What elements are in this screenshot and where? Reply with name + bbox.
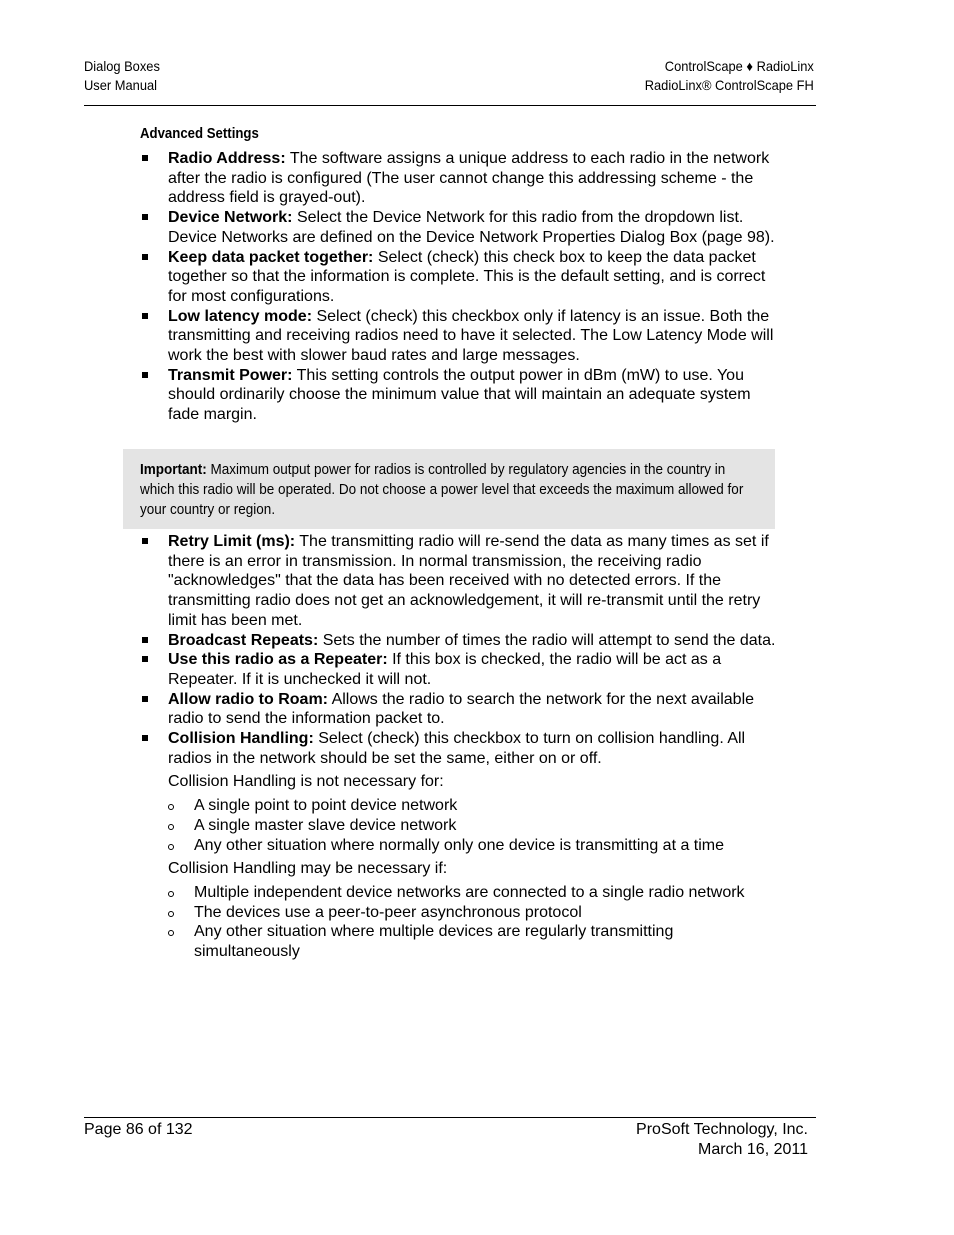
list-item	[140, 650, 780, 689]
page-footer-right	[636, 1120, 808, 1160]
list-item	[140, 307, 780, 366]
list-item	[140, 149, 780, 208]
note-label: Important:	[140, 461, 207, 478]
setting-description: Select the Device Network for this radio from the dropdown list. Device Networks are defined on the Device Network Properties Dialog Box (page 98).	[168, 209, 775, 246]
settings-list-b	[140, 532, 780, 966]
list-item: Multiple independent device networks are connected to a single radio network	[168, 883, 780, 903]
list-item	[140, 248, 780, 307]
footer-divider	[84, 1117, 816, 1118]
setting-description: Select (check) this checkbox only if latency is an issue. Both the transmitting and receiving radios need to have it selected. The Low Latency Mode will work the best with slower baud rates and large messages.	[168, 307, 774, 365]
setting-label: Keep data packet together:	[168, 248, 374, 266]
setting-label: Low latency mode:	[168, 307, 313, 325]
setting-label: Broadcast Repeats:	[168, 631, 319, 649]
settings-list-a	[140, 149, 780, 425]
setting-description: Select (check) this checkbox to turn on collision handling. All radios in the network should be set the same, either on or off.	[168, 730, 746, 767]
setting-description: The software assigns a unique address to each radio in the network after the radio is configured (The user cannot change this addressing scheme - the address field is grayed-out).	[168, 150, 770, 207]
footer-date: March 16, 2011	[698, 1141, 808, 1158]
page-header-left	[84, 57, 160, 95]
collision-necessary-list	[140, 883, 780, 962]
header-divider	[84, 105, 816, 106]
list-item: A single master slave device network	[168, 816, 780, 836]
footer-company: ProSoft Technology, Inc.	[636, 1121, 808, 1138]
setting-description: Sets the number of times the radio will attempt to send the data.	[318, 631, 776, 649]
header-manual: User Manual	[84, 77, 158, 93]
page-header-right	[645, 57, 814, 95]
setting-label: Radio Address:	[168, 150, 286, 167]
important-note	[140, 460, 752, 520]
setting-description: This setting controls the output power in dBm (mW) to use. You should ordinarily choose the minimum value that will maintain an adequate system fade margin.	[168, 366, 751, 424]
list-item	[140, 366, 780, 425]
setting-label: Use this radio as a Repeater:	[168, 651, 388, 669]
header-product-sub: RadioLinx® ControlScape FH	[644, 77, 814, 93]
collision-not-necessary-intro: Collision Handling is not necessary for:	[168, 773, 444, 791]
header-chapter: Dialog Boxes	[84, 58, 160, 74]
collision-necessary-intro: Collision Handling may be necessary if:	[168, 860, 448, 878]
list-item: The devices use a peer-to-peer asynchronous protocol	[168, 903, 780, 923]
setting-description: The transmitting radio will re-send the data as many times as set if there is an error in transmission. In normal transmission, the receiving radio "acknowledges" that the data has been received with no detected errors. If the transmitting radio does not get an acknowledgement, it will re-transmit until the retry limit has been met.	[168, 533, 769, 629]
setting-label: Retry Limit (ms):	[168, 533, 296, 550]
note-text: Maximum output power for radios is controlled by regulatory agencies in the country in which this radio will be operated. Do not choose a power level that exceeds the maximum allowed for your country or region.	[140, 461, 744, 518]
setting-label: Allow radio to Roam:	[168, 690, 328, 708]
header-product: ControlScape ♦ RadioLinx	[664, 58, 814, 74]
setting-label: Device Network:	[168, 209, 293, 227]
setting-label: Collision Handling:	[168, 730, 314, 748]
page-number: Page 86 of 132	[84, 1121, 193, 1138]
list-item	[140, 631, 780, 651]
setting-description: Allows the radio to search the network for the next available radio to send the information packet to.	[168, 690, 755, 728]
list-item	[140, 208, 780, 247]
list-item: Any other situation where multiple devices are regularly transmitting simultaneously	[168, 922, 780, 961]
setting-description: Select (check) this check box to keep the data packet together so that the information is complete. This is the default setting, and is correct for most configurations.	[168, 248, 766, 305]
list-item: Any other situation where normally only one device is transmitting at a time	[168, 836, 780, 856]
section-title: Advanced Settings	[140, 125, 259, 142]
setting-description: If this box is checked, the radio will be act as a Repeater. If it is unchecked it will not.	[168, 651, 722, 688]
collision-not-necessary-list	[140, 796, 780, 855]
list-item	[140, 729, 780, 768]
setting-label: Transmit Power:	[168, 366, 293, 384]
list-item: A single point to point device network	[168, 796, 780, 816]
list-item	[140, 690, 780, 729]
list-item	[140, 532, 780, 631]
